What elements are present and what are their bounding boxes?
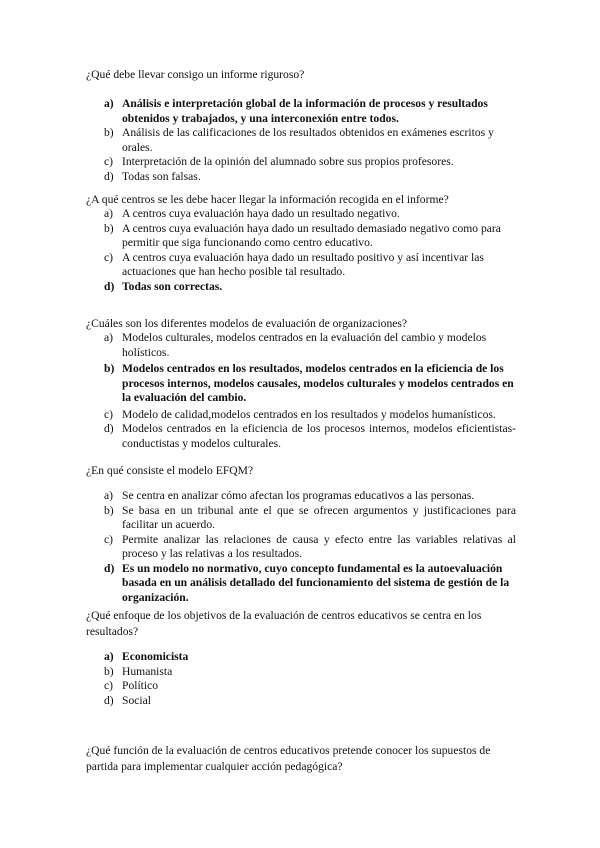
option-1a: a) Análisis e interpretación global de la información de procesos y resultados obtenidos y trabajados, y una interconexión entre todos. — [104, 97, 488, 125]
option-2b: b) A centros cuya evaluación haya dado un resultado demasiado negativo como para permitir que siga funcionando como centro educativo. — [104, 221, 501, 249]
option-4d: d) Es un modelo no normativo, cuyo concepto fundamental es la autoevaluación basada en un análisis detallado del funcionamiento del sistema de gestión de la organización. — [104, 561, 510, 604]
question-2-options — [104, 207, 516, 294]
option-5c: c) Político — [104, 679, 159, 692]
question-4: ¿En qué consiste el modelo EFQM? — [86, 464, 254, 477]
option-5d: d) Social — [104, 693, 151, 707]
option-5b: b) Humanista — [104, 664, 173, 678]
question-1-options — [104, 97, 516, 184]
question-5-options — [104, 650, 516, 708]
question-1: ¿Qué debe llevar consigo un informe riguroso? — [86, 68, 305, 81]
question-5: ¿Qué enfoque de los objetivos de la evaluación de centros educativos se centra en los resultados? — [86, 609, 482, 638]
question-3-options — [104, 331, 516, 451]
option-4c: c) Permite analizar las relaciones de causa y efecto entre las variables relativas al proceso y las relativas a los resultados. — [104, 532, 516, 560]
option-1c: c) Interpretación de la opinión del alumnado sobre sus propios profesores. — [104, 155, 454, 168]
option-1b: b) Análisis de las calificaciones de los resultados obtenidos en exámenes escritos y orales. — [104, 126, 494, 154]
option-3b: b) Modelos centrados en los resultados, modelos centrados en la eficiencia de los procesos internos, modelos causales, modelos culturales y modelos centrados en la evaluación del cambio. — [104, 362, 514, 404]
option-2d: d) Todas son correctas. — [104, 279, 223, 293]
option-2c: c) A centros cuya evaluación haya dado un resultado positivo y así incentivar las actuaciones que han hecho posible tal resultado. — [104, 250, 484, 278]
question-2: ¿A qué centros se les debe hacer llegar la información recogida en el informe? — [86, 193, 449, 206]
option-4a: a) Se centra en analizar cómo afectan los programas educativos a las personas. — [104, 489, 475, 502]
option-4b: b) Se basa en un tribunal ante el que se ofrecen argumentos y justificaciones para facilitar un acuerdo. — [104, 503, 516, 531]
option-3a: a) Modelos culturales, modelos centrados en la evaluación del cambio y modelos holísticos. — [104, 331, 487, 359]
option-3c: c) Modelo de calidad,modelos centrados en los resultados y modelos humanísticos. — [104, 407, 496, 421]
option-1d: d) Todas son falsas. — [104, 169, 201, 183]
question-4-options — [104, 489, 516, 605]
option-3d: d) Modelos centrados en la eficiencia de los procesos internos, modelos eficientistas- conductistas y modelos culturales. — [104, 422, 516, 450]
option-2a: a) A centros cuya evaluación haya dado un resultado negativo. — [104, 207, 400, 220]
question-3: ¿Cuáles son los diferentes modelos de evaluación de organizaciones? — [86, 317, 408, 330]
option-5a: a) Economicista — [104, 650, 189, 663]
question-6: ¿Qué función de la evaluación de centros educativos pretende conocer los supuestos de partida para implementar cualquier acción pedagógica? — [86, 744, 491, 773]
